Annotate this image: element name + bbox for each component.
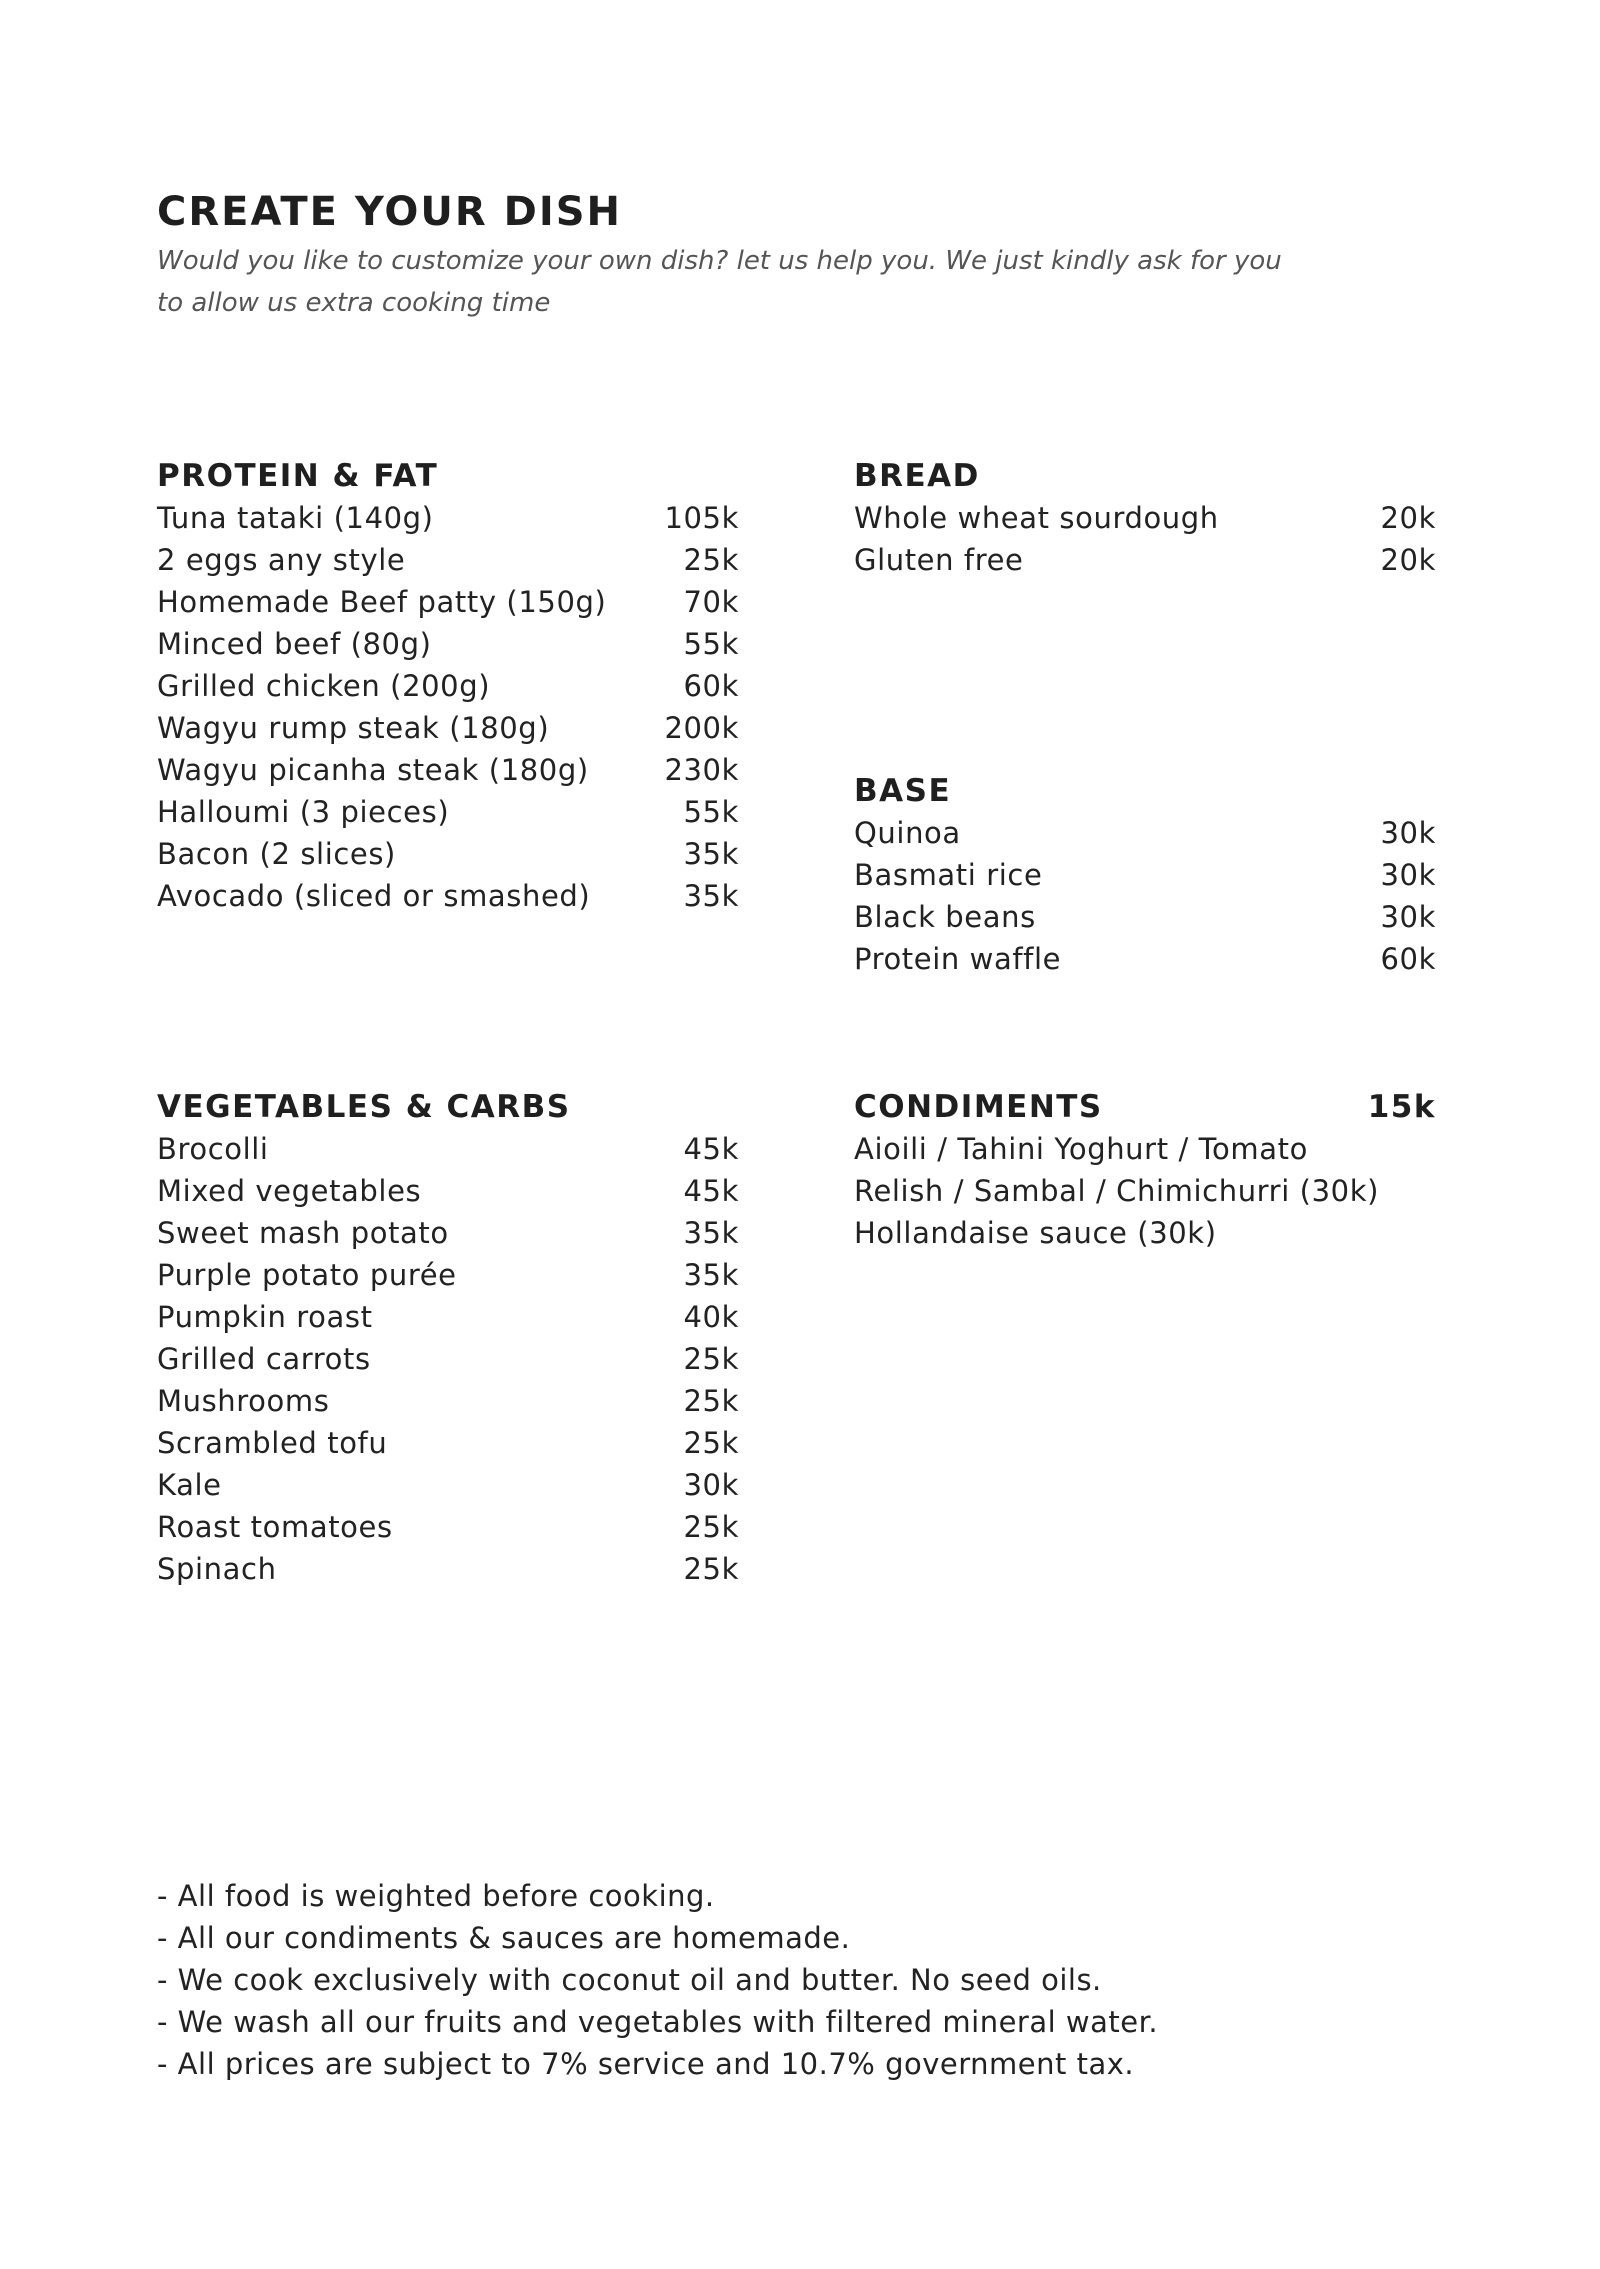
- menu-item: [157, 497, 739, 539]
- menu-item-name: Minced beef (80g): [157, 627, 432, 661]
- menu-item: [157, 581, 739, 623]
- menu-item-price: 40k: [683, 1300, 739, 1334]
- menu-item-price: 30k: [1380, 900, 1436, 934]
- menu-item-price: 25k: [683, 1510, 739, 1544]
- menu-item-price: 70k: [683, 585, 739, 619]
- menu-item: [854, 497, 1436, 539]
- menu-item-name: Purple potato purée: [157, 1258, 457, 1292]
- menu-item-name: Quinoa: [854, 816, 961, 850]
- footnote-item: - We cook exclusively with coconut oil and butter. No seed oils.: [157, 1963, 1102, 1997]
- section-base: [854, 770, 1436, 980]
- menu-item: [157, 1128, 739, 1170]
- menu-item: [854, 854, 1436, 896]
- menu-item-name: Aioili / Tahini Yoghurt / Tomato: [854, 1132, 1308, 1166]
- menu-item: [157, 623, 739, 665]
- menu-item-price: 30k: [1380, 858, 1436, 892]
- menu-item-name: Basmati rice: [854, 858, 1043, 892]
- footnote-item: - All prices are subject to 7% service and 10.7% government tax.: [157, 2047, 1135, 2081]
- menu-item-price: 55k: [683, 627, 739, 661]
- menu-item-name: Kale: [157, 1468, 222, 1502]
- menu-item: [854, 812, 1436, 854]
- menu-item-name: Roast tomatoes: [157, 1510, 393, 1544]
- menu-item-name: Whole wheat sourdough: [854, 501, 1219, 535]
- menu-item-name: Homemade Beef patty (150g): [157, 585, 607, 619]
- menu-item-name: Tuna tataki (140g): [157, 501, 434, 535]
- menu-item-price: 45k: [683, 1132, 739, 1166]
- menu-list: [854, 1128, 1436, 1254]
- menu-item-price: 60k: [683, 669, 739, 703]
- menu-item-price: 20k: [1380, 501, 1436, 535]
- menu-item-name: 2 eggs any style: [157, 543, 406, 577]
- menu-item: [157, 1422, 739, 1464]
- menu-item: [157, 1296, 739, 1338]
- menu-item-name: Brocolli: [157, 1132, 269, 1166]
- menu-item-name: Grilled carrots: [157, 1342, 371, 1376]
- section-heading: [854, 1086, 1436, 1128]
- menu-item: [157, 1380, 739, 1422]
- menu-item-price: 230k: [664, 753, 739, 787]
- page-title: CREATE YOUR DISH: [157, 189, 622, 235]
- menu-item-price: 35k: [683, 1216, 739, 1250]
- menu-item-name: Relish / Sambal / Chimichurri (30k): [854, 1174, 1380, 1208]
- menu-item: [157, 665, 739, 707]
- menu-item-name: Black beans: [854, 900, 1036, 934]
- section-heading: [854, 455, 1436, 497]
- menu-item-price: 35k: [683, 837, 739, 871]
- footnotes: [157, 1875, 1457, 2085]
- menu-list: [157, 1128, 739, 1590]
- menu-item: [157, 833, 739, 875]
- menu-item-name: Gluten free: [854, 543, 1024, 577]
- menu-item-price: 20k: [1380, 543, 1436, 577]
- menu-item-price: 25k: [683, 543, 739, 577]
- menu-item: [157, 707, 739, 749]
- section-title: VEGETABLES & CARBS: [157, 1089, 571, 1125]
- subtitle-line: to allow us extra cooking time: [157, 288, 551, 318]
- section-title: BASE: [854, 773, 952, 809]
- menu-item-name: Scrambled tofu: [157, 1426, 388, 1460]
- menu-item: [157, 1506, 739, 1548]
- menu-item: [157, 1170, 739, 1212]
- menu-item: [157, 1212, 739, 1254]
- menu-item: [157, 539, 739, 581]
- menu-item: [157, 1464, 739, 1506]
- menu-item-price: 35k: [683, 1258, 739, 1292]
- menu-item: [157, 1254, 739, 1296]
- menu-item-name: Sweet mash potato: [157, 1216, 449, 1250]
- menu-item-name: Wagyu rump steak (180g): [157, 711, 550, 745]
- menu-item-name: Protein waffle: [854, 942, 1062, 976]
- section-price: 15k: [1367, 1089, 1436, 1125]
- menu-item-name: Bacon (2 slices): [157, 837, 396, 871]
- menu-item-price: 25k: [683, 1342, 739, 1376]
- menu-item: [854, 1128, 1436, 1170]
- menu-item-price: 30k: [683, 1468, 739, 1502]
- menu-item: [854, 896, 1436, 938]
- section-protein-fat: [157, 455, 739, 917]
- menu-item-price: 45k: [683, 1174, 739, 1208]
- menu-item-name: Mushrooms: [157, 1384, 330, 1418]
- menu-item-price: 105k: [664, 501, 739, 535]
- menu-item-price: 200k: [664, 711, 739, 745]
- menu-item-name: Pumpkin roast: [157, 1300, 373, 1334]
- menu-item: [157, 749, 739, 791]
- menu-list: [854, 812, 1436, 980]
- menu-item-price: 60k: [1380, 942, 1436, 976]
- section-heading: [854, 770, 1436, 812]
- section-title: PROTEIN & FAT: [157, 458, 439, 494]
- menu-item: [854, 1212, 1436, 1254]
- section-heading: [157, 455, 739, 497]
- menu-item-name: Hollandaise sauce (30k): [854, 1216, 1217, 1250]
- menu-list: [854, 497, 1436, 581]
- section-title: BREAD: [854, 458, 980, 494]
- subtitle-line: Would you like to customize your own dish? let us help you. We just kindly ask for you: [157, 246, 1282, 276]
- section-heading: [157, 1086, 739, 1128]
- menu-item-price: 25k: [683, 1384, 739, 1418]
- menu-item-name: Mixed vegetables: [157, 1174, 422, 1208]
- menu-item-name: Wagyu picanha steak (180g): [157, 753, 589, 787]
- menu-item: [157, 1548, 739, 1590]
- menu-list: [157, 497, 739, 917]
- section-bread: [854, 455, 1436, 581]
- footnote-item: - We wash all our fruits and vegetables with filtered mineral water.: [157, 2005, 1159, 2039]
- menu-item: [157, 791, 739, 833]
- menu-item-price: 30k: [1380, 816, 1436, 850]
- menu-item-price: 35k: [683, 879, 739, 913]
- menu-item: [157, 1338, 739, 1380]
- menu-item: [854, 938, 1436, 980]
- footnote-item: - All our condiments & sauces are homemade.: [157, 1921, 851, 1955]
- page-subtitle: [157, 240, 1387, 324]
- section-title: CONDIMENTS: [854, 1089, 1103, 1125]
- menu-item-price: 55k: [683, 795, 739, 829]
- section-condiments: [854, 1086, 1436, 1254]
- menu-item-name: Spinach: [157, 1552, 277, 1586]
- footnote-item: - All food is weighted before cooking.: [157, 1879, 715, 1913]
- menu-item-price: 25k: [683, 1552, 739, 1586]
- menu-item-name: Halloumi (3 pieces): [157, 795, 450, 829]
- menu-item-price: 25k: [683, 1426, 739, 1460]
- menu-item-name: Grilled chicken (200g): [157, 669, 491, 703]
- menu-item: [157, 875, 739, 917]
- menu-item-name: Avocado (sliced or smashed): [157, 879, 591, 913]
- menu-item: [854, 1170, 1436, 1212]
- menu-item: [854, 539, 1436, 581]
- section-vegetables-carbs: [157, 1086, 739, 1590]
